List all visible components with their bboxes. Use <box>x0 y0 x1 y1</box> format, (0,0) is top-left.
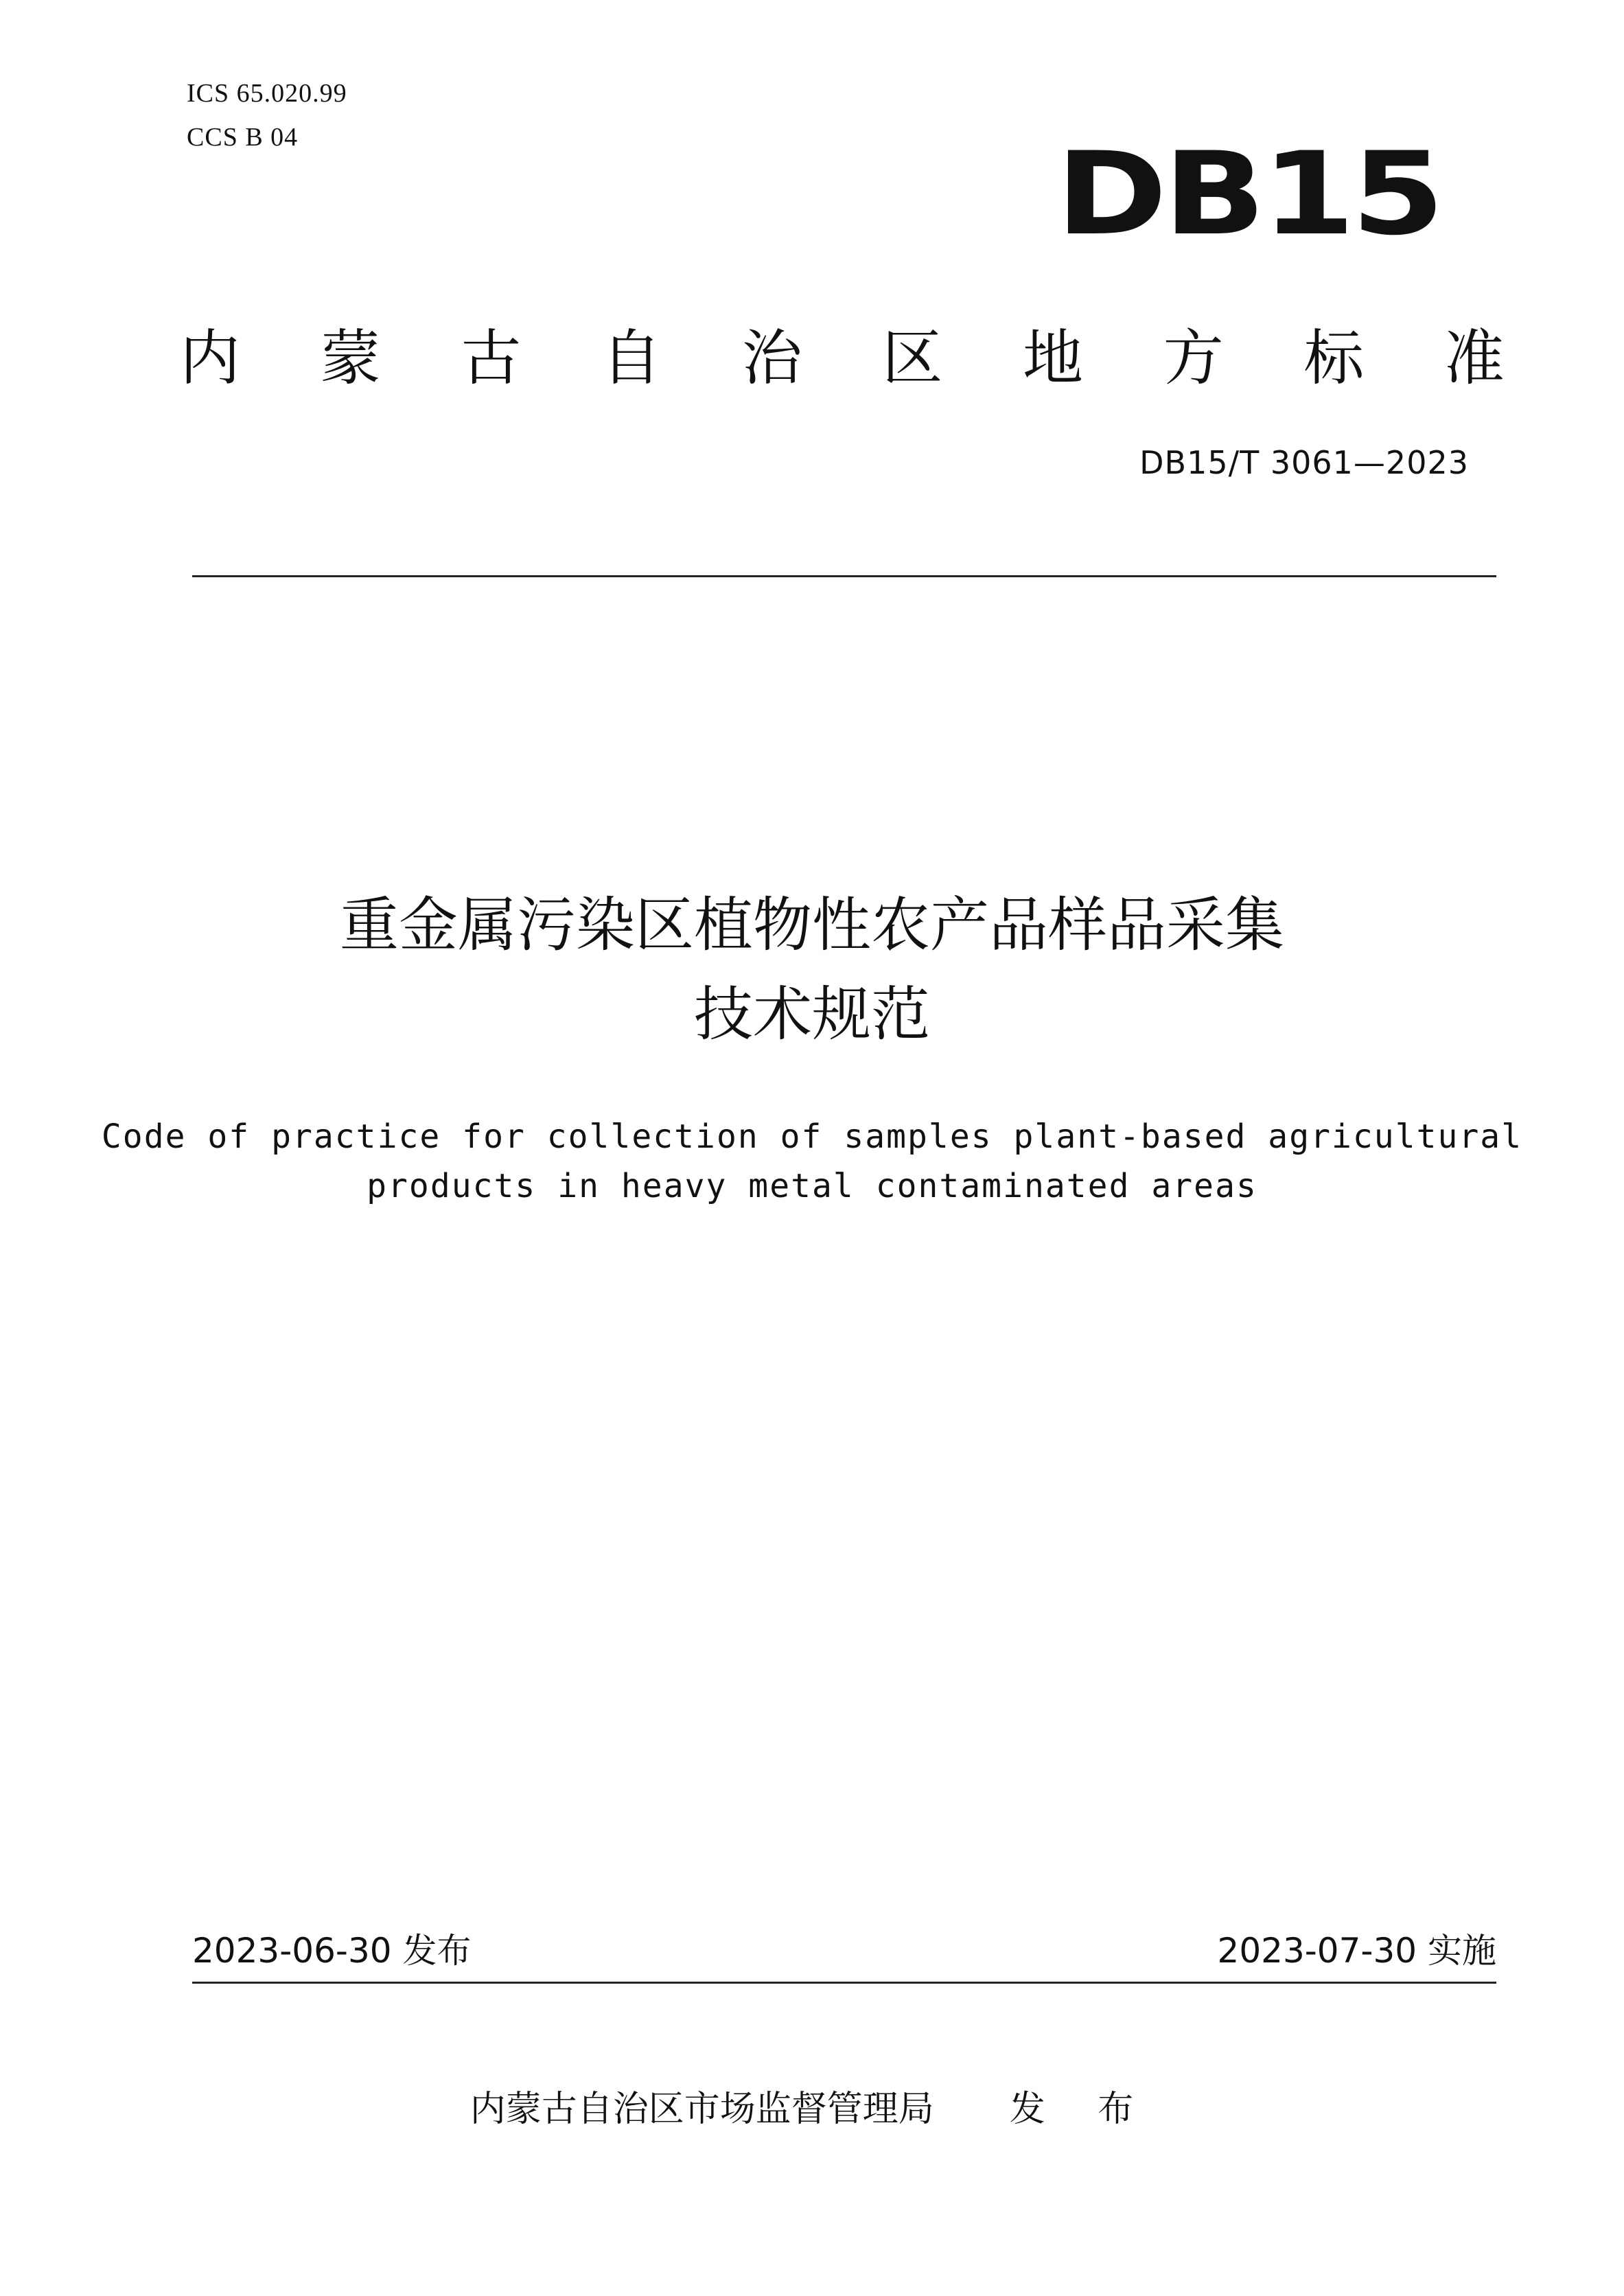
standard-type-heading <box>180 316 1505 391</box>
title-english-line-1: Code of practice for collection of samples plant-based agricultural <box>101 1117 1523 1156</box>
implementation-date: 2023-07-30 实施 <box>1217 1931 1496 1971</box>
title-chinese-line-2: 技术规范 <box>694 980 930 1049</box>
standard-type-char: 古 <box>461 323 522 393</box>
issuer-action: 发 布 <box>1009 2089 1155 2130</box>
header-divider <box>192 575 1496 577</box>
ics-code: ICS 65.020.99 <box>187 79 347 108</box>
standard-type-char: 方 <box>1163 323 1224 393</box>
ccs-code: CCS B 04 <box>187 123 299 152</box>
issuer-name: 内蒙古自治区市场监督管理局 <box>469 2089 934 2130</box>
title-chinese-line-1: 重金属污染区植物性农产品样品采集 <box>340 891 1284 960</box>
issuing-authority <box>0 2085 1624 2133</box>
standard-badge: DB15 <box>1056 128 1441 261</box>
standard-type-char: 蒙 <box>320 323 381 393</box>
issue-date: 2023-06-30 发布 <box>192 1931 472 1971</box>
standard-number: DB15/T 3061—2023 <box>1139 444 1469 481</box>
standard-type-char: 标 <box>1303 323 1365 393</box>
standard-type-char: 区 <box>882 323 943 393</box>
title-english-line-2: products in heavy metal contaminated areas <box>367 1167 1257 1205</box>
footer-divider <box>192 1982 1496 1984</box>
standard-type-char: 地 <box>1022 323 1083 393</box>
standard-type-char: 内 <box>180 323 241 393</box>
standard-type-char: 治 <box>741 323 802 393</box>
standard-type-char: 自 <box>601 323 662 393</box>
standard-type-char: 准 <box>1443 323 1505 393</box>
